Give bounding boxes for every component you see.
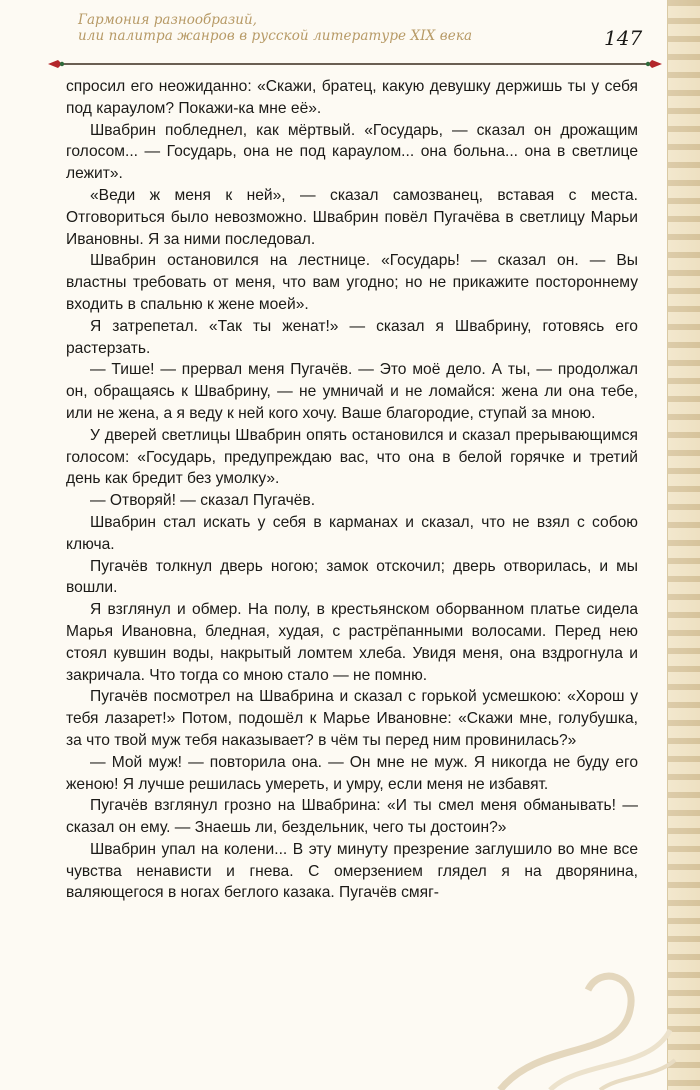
header-rule xyxy=(48,60,662,68)
decorative-border xyxy=(667,0,700,1090)
paragraph: Швабрин остановился на лестнице. «Государь! — сказал он. — Вы властны требовать от меня, что вам угодно; но не прикажите постороннему входить в спальню к жене моей». xyxy=(66,252,638,313)
flower-ornament-right-icon xyxy=(646,60,662,68)
header-title-line-1: Гармония разнообразий, xyxy=(78,12,257,28)
paragraph: — Мой муж! — повторила она. — Он мне не муж. Я никогда не буду его женою! Я лучше решилась умереть, и умру, если меня не избавят. xyxy=(66,753,638,793)
paragraph: «Веди ж меня к ней», — сказал самозванец, вставая с места. Отговориться было невозможно. Швабрин повёл Пугачёва в светлицу Марьи Ивановны. Я за ними последовал. xyxy=(66,186,638,248)
paragraph: спросил его неожиданно: «Скажи, братец, какую девушку держишь ты у себя под караулом? Покажи-ка мне её». xyxy=(66,78,638,117)
paragraph: Швабрин упал на колени... В эту минуту презрение заглушило во мне все чувства ненависти и гнева. С омерзением глядел я на дворянина, валяющегося в ногах беглого казака. Пугачёв смяг- xyxy=(66,840,638,902)
paragraph: Пугачёв толкнул дверь ногою; замок отскочил; дверь отворилась, и мы вошли. xyxy=(66,557,638,597)
paragraph: — Отворяй! — сказал Пугачёв. xyxy=(90,492,316,510)
flower-ornament-left-icon xyxy=(48,60,64,68)
paragraph: — Тише! — прервал меня Пугачёв. — Это моё дело. А ты, — продолжал он, обращаясь к Швабрину, — не умничай и не ломайся: жена ли она тебе, или не жена, а я веду к ней кого хочу. Ваше благородие, ступай за мною. xyxy=(66,361,638,422)
body-text xyxy=(66,76,638,904)
paragraph: Швабрин стал искать у себя в карманах и сказал, что не взял с собою ключа. xyxy=(66,513,638,553)
paragraph: Я взглянул и обмер. На полу, в крестьянском оборванном платье сидела Марья Ивановна, бледная, худая, с растрёпанными волосами. Перед нею стоял кувшин воды, накрытый ломтем хлеба. Увидя меня, она вздрогнула и закричала. Что тогда со мною стало — не помню. xyxy=(66,601,638,684)
paragraph: Пугачёв взглянул грозно на Швабрина: «И ты смел меня обманывать! — сказал он ему. — Знаешь ли, бездельник, чего ты достоин?» xyxy=(66,797,638,837)
running-header xyxy=(78,12,518,44)
paragraph: Пугачёв посмотрел на Швабрина и сказал с горькой усмешкою: «Хорош у тебя лазарет!» Потом, подошёл к Марье Ивановне: «Скажи мне, голубушка, за что твой муж тебя наказывает? в чём ты перед ним провинилась?» xyxy=(66,688,638,749)
decorative-swirl xyxy=(480,940,680,1090)
page-number: 147 xyxy=(604,26,643,50)
paragraph: У дверей светлицы Швабрин опять остановился и сказал прерывающимся голосом: «Государь, предупреждаю вас, что она в белой горячке и третий день как бредит без умолку». xyxy=(66,426,638,488)
paragraph: Швабрин побледнел, как мёртвый. «Государь, — сказал он дрожащим голосом... — Государь, она не под караулом... она больна... она в светлице лежит». xyxy=(66,121,638,183)
header-title-line-2: или палитра жанров в русской литературе XIX века xyxy=(78,28,473,44)
paragraph: Я затрепетал. «Так ты женат!» — сказал я Швабрину, готовясь его растерзать. xyxy=(66,317,638,357)
